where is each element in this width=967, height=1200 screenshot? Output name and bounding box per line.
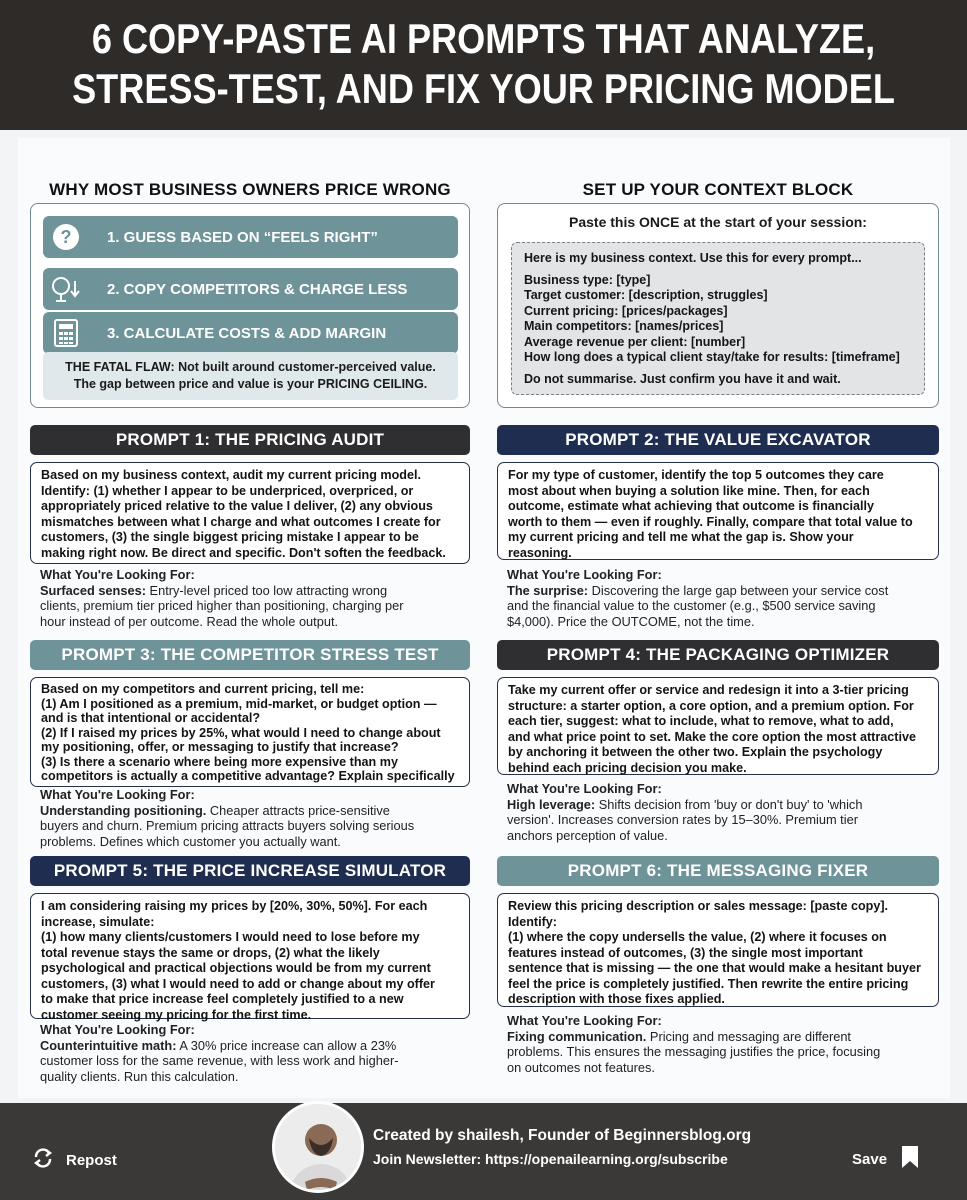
prompt-6-title: PROMPT 6: THE MESSAGING FIXER	[497, 856, 939, 886]
prompt-line: outcome, estimate what achieving that outcome is financially	[508, 499, 875, 513]
context-line: How long does a typical client stay/take for results: [timeframe]	[524, 350, 900, 364]
why-item-label: 1. GUESS BASED ON “FEELS RIGHT”	[107, 228, 378, 246]
title-line-2: STRESS-TEST, AND FIX YOUR PRICING MODEL	[72, 65, 895, 112]
prompt-line: behind each pricing decision you make.	[508, 760, 747, 775]
looking-for-key: Surfaced senses:	[40, 582, 146, 598]
title-line-1: 6 COPY-PASTE AI PROMPTS THAT ANALYZE,	[91, 15, 876, 62]
looking-for-text: customer loss for the same revenue, with less work and higher-	[40, 1053, 399, 1068]
looking-for-text: Shifts decision from 'buy or don't buy' to 'which	[595, 796, 863, 812]
prompt-3-title: PROMPT 3: THE COMPETITOR STRESS TEST	[30, 640, 470, 670]
prompt-line: reasoning.	[508, 545, 572, 560]
why-item-guess	[43, 216, 458, 258]
prompt-line: (1) how many clients/customers I would need to lose before my	[41, 930, 420, 944]
context-block	[511, 242, 925, 395]
looking-for-label: What You're Looking For:	[507, 1013, 662, 1028]
prompt-4-looking-for	[507, 781, 937, 843]
looking-for-key: The surprise:	[507, 582, 589, 598]
prompt-line: (3) Is there a scenario where being more expensive than my	[41, 754, 398, 769]
looking-for-label: What You're Looking For:	[507, 781, 662, 796]
prompt-line: my current pricing and tell me what the gap is. Show your	[508, 530, 854, 544]
save-button[interactable]	[852, 1145, 919, 1173]
context-line: Average revenue per client: [number]	[524, 334, 746, 349]
repost-label: Repost	[66, 1151, 117, 1169]
context-subtitle: Paste this ONCE at the start of your session:	[569, 214, 867, 230]
footer-bar	[0, 1103, 967, 1200]
why-item-copy	[43, 268, 458, 310]
looking-for-text: quality clients. Run this calculation.	[40, 1068, 239, 1084]
fatal-line-1: THE FATAL FLAW: Not built around customer-perceived value.	[65, 360, 436, 374]
prompt-5-text[interactable]	[30, 893, 470, 1022]
prompt-line: and is that intentional or accidental?	[41, 711, 261, 725]
looking-for-key: Fixing communication.	[507, 1028, 647, 1044]
prompt-line: my positioning, offer, or messaging to justify that increase?	[41, 740, 399, 754]
prompt-5-title: PROMPT 5: THE PRICE INCREASE SIMULATOR	[30, 856, 470, 886]
prompt-4-text[interactable]	[497, 677, 939, 775]
prompt-1-text[interactable]	[30, 462, 470, 564]
prompt-line: Review this pricing description or sales message: [paste copy].	[508, 899, 889, 913]
newsletter-link[interactable]: Join Newsletter: https://openailearning.org/subscribe	[373, 1151, 728, 1167]
prompt-line: feel the price is completely justified. Then rewrite the entire pricing	[508, 976, 909, 991]
context-section-title: SET UP YOUR CONTEXT BLOCK	[582, 180, 854, 199]
copy-mirror-icon	[43, 275, 89, 303]
context-line: Current pricing: [prices/packages]	[524, 303, 728, 318]
prompt-line: Identify:	[508, 914, 557, 929]
why-item-label: 2. COPY COMPETITORS & CHARGE LESS	[107, 280, 408, 298]
prompt-6-text[interactable]	[497, 893, 939, 1007]
prompt-line: by anchoring it between the other two. Explain the psychology	[508, 745, 883, 759]
looking-for-key: Understanding positioning.	[40, 802, 207, 818]
save-label: Save	[852, 1150, 888, 1168]
prompt-line: I am considering raising my prices by [20%, 30%, 50%]. For each	[41, 899, 428, 913]
question-circle-icon	[43, 223, 89, 251]
prompt-line: Take my current offer or service and redesign it into a 3-tier pricing	[508, 683, 909, 697]
avatar	[272, 1101, 364, 1193]
why-panel	[30, 203, 470, 408]
prompt-3-looking-for	[40, 787, 465, 849]
prompt-line: sentence that is missing — the one that would make a hesitant buyer	[508, 961, 921, 975]
prompt-1-title: PROMPT 1: THE PRICING AUDIT	[30, 425, 470, 455]
prompt-line: making right now. Be direct and specific. Don't soften the feedback.	[41, 545, 446, 560]
looking-for-label: What You're Looking For:	[40, 787, 195, 802]
looking-for-text: clients, premium tier priced higher than positioning, charging per	[40, 598, 404, 613]
calculator-icon	[43, 319, 89, 347]
looking-for-text: buyers and churn. Premium pricing attracts buyers solving serious	[40, 818, 415, 833]
looking-for-text: hour instead of per outcome. Read the whole output.	[40, 613, 339, 629]
prompt-line: total revenue stays the same or drops, (2) what the likely	[41, 945, 380, 960]
prompt-3-text[interactable]	[30, 677, 470, 787]
why-item-label: 3. CALCULATE COSTS & ADD MARGIN	[107, 324, 387, 342]
prompt-line: worth to them — even if roughly. Finally, compare that total value to	[508, 514, 913, 529]
prompt-line: Based on my business context, audit my current pricing model.	[41, 468, 421, 482]
prompt-line: and what price point to set. Make the core option the most attractive	[508, 729, 916, 744]
prompt-4-title: PROMPT 4: THE PACKAGING OPTIMIZER	[497, 640, 939, 670]
context-line: Target customer: [description, struggles]	[524, 288, 768, 302]
prompt-line: Identify: (1) whether I appear to be underpriced, overpriced, or	[41, 483, 414, 498]
prompt-line: For my type of customer, identify the top 5 outcomes they care	[508, 468, 884, 482]
prompt-line: features instead of outcomes, (3) the single most important	[508, 945, 863, 960]
repost-button[interactable]	[32, 1147, 117, 1173]
looking-for-text: problems. Defines which customer you actually want.	[40, 833, 341, 849]
prompt-line: most about when buying a solution like mine. Then, for each	[508, 483, 870, 498]
prompt-line: (2) If I raised my prices by 25%, what would I need to change about	[41, 725, 441, 740]
looking-for-text: Discovering the large gap between your service cost	[588, 582, 889, 598]
looking-for-text: anchors perception of value.	[507, 827, 668, 843]
credit-line: Created by shailesh, Founder of Beginnersblog.org	[373, 1127, 752, 1144]
fatal-line-2: The gap between price and value is your PRICING CEILING.	[73, 377, 428, 391]
looking-for-label: What You're Looking For:	[507, 567, 662, 582]
looking-for-key: Counterintuitive math:	[40, 1037, 177, 1053]
prompt-line: psychological and practical objections would be from my current	[41, 961, 431, 975]
looking-for-text: $4,000). Price the OUTCOME, not the time.	[507, 613, 755, 629]
looking-for-text: A 30% price increase can allow a 23%	[176, 1037, 397, 1053]
prompt-line: to make that price increase feel completely justified to a new	[41, 992, 404, 1006]
prompt-2-looking-for	[507, 567, 937, 629]
prompt-6-looking-for	[507, 1013, 937, 1075]
page-header	[0, 0, 967, 130]
prompt-line: customers, (3) the single biggest pricing mistake I appear to be	[41, 530, 419, 544]
repost-icon	[32, 1147, 54, 1173]
bookmark-icon	[901, 1145, 919, 1173]
prompt-1-looking-for	[40, 567, 465, 629]
context-line: Do not summarise. Just confirm you have it and wait.	[524, 371, 841, 386]
prompt-line: increase, simulate:	[41, 914, 155, 929]
looking-for-label: What You're Looking For:	[40, 1022, 195, 1037]
looking-for-text: Pricing and messaging are different	[646, 1028, 851, 1044]
prompt-line: mismatches between what I charge and what outcomes I create for	[41, 514, 441, 529]
prompt-line: customers, (3) what I would need to add or change about my offer	[41, 976, 435, 991]
prompt-line: customer seeing my pricing for the first time.	[41, 1007, 312, 1022]
looking-for-text: version'. Increases conversion rates by 15–30%. Premium tier	[507, 812, 858, 827]
fatal-flaw-note	[43, 352, 458, 400]
prompt-2-title: PROMPT 2: THE VALUE EXCAVATOR	[497, 425, 939, 455]
why-item-calculate	[43, 312, 458, 354]
prompt-line: appropriately priced relative to the value I deliver, (2) any obvious	[41, 499, 433, 513]
looking-for-text: Entry-level priced too low attracting wrong	[145, 582, 388, 598]
context-line: Business type: [type]	[524, 272, 651, 287]
looking-for-text: problems. This ensures the messaging justifies the price, focusing	[507, 1044, 881, 1059]
prompt-line: (1) Am I positioned as a premium, mid-market, or budget option —	[41, 696, 437, 711]
prompt-line: structure: a starter option, a core option, and a premium option. For	[508, 698, 914, 713]
prompt-2-text[interactable]	[497, 462, 939, 560]
prompt-line: (1) where the copy undersells the value, (2) where it focuses on	[508, 930, 887, 944]
looking-for-text: Cheaper attracts price-sensitive	[206, 802, 390, 818]
svg-text:?: ?	[60, 227, 72, 247]
prompt-line: each tier, suggest: what to include, what to remove, what to add,	[508, 714, 894, 728]
looking-for-text: and the financial value to the customer (e.g., $500 service saving	[507, 598, 876, 613]
looking-for-text: on outcomes not features.	[507, 1059, 655, 1075]
prompt-5-looking-for	[40, 1022, 465, 1084]
looking-for-label: What You're Looking For:	[40, 567, 195, 582]
context-panel	[497, 203, 939, 408]
context-line: Here is my business context. Use this for every prompt...	[524, 251, 862, 265]
looking-for-key: High leverage:	[507, 796, 596, 812]
why-section-title: WHY MOST BUSINESS OWNERS PRICE WRONG	[49, 180, 451, 199]
prompt-line: Based on my competitors and current pricing, tell me:	[41, 682, 365, 696]
prompt-line: competitors is actually a competitive advantage? Explain specifically	[41, 769, 455, 783]
prompt-line: description with those fixes applied.	[508, 992, 725, 1006]
context-line: Main competitors: [names/prices]	[524, 319, 724, 333]
